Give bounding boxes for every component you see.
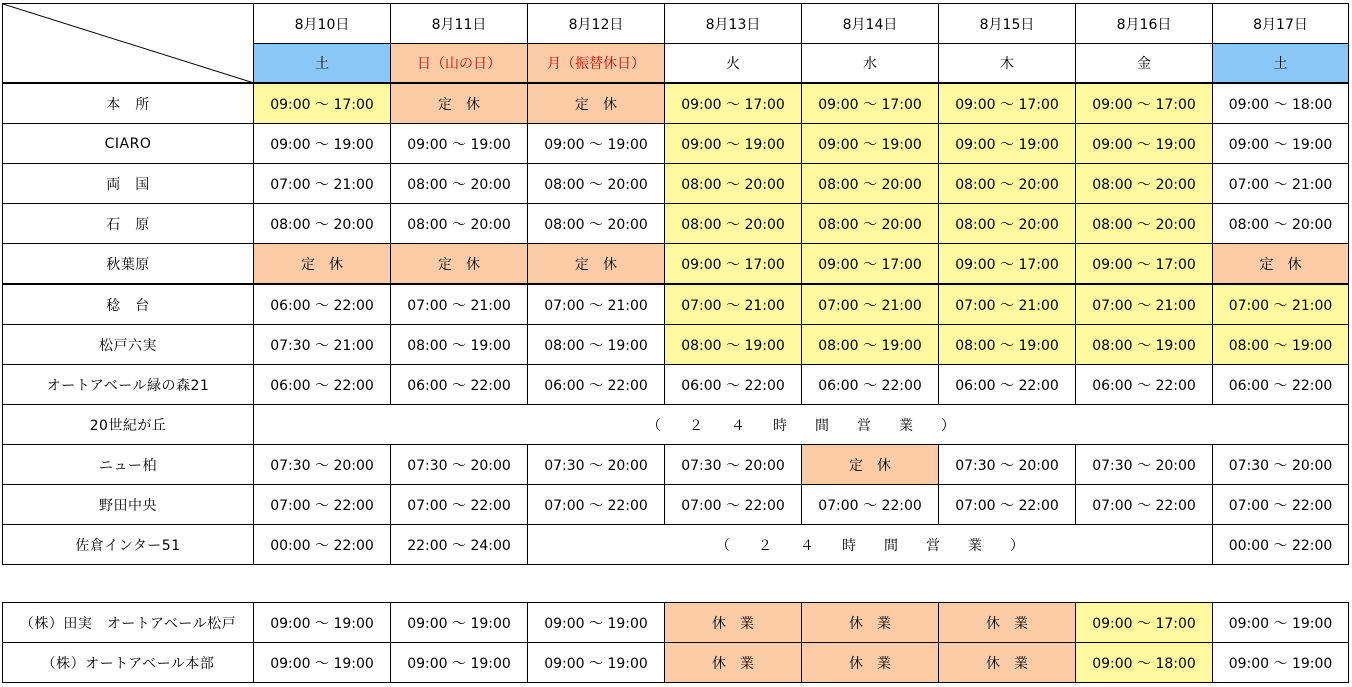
hours-cell: 07:00 〜 21:00	[1213, 284, 1349, 325]
hours-cell: 08:00 〜 20:00	[802, 204, 939, 244]
open-24h-cell: （ ２ ４ 時 間 営 業 ）	[528, 525, 1213, 565]
hours-cell: 休 業	[802, 603, 939, 643]
date-header: 8月10日	[254, 4, 391, 44]
table-row	[3, 124, 1349, 164]
store-name: 本 所	[3, 83, 254, 124]
table-row	[3, 603, 1349, 643]
hours-cell: 08:00 〜 20:00	[939, 204, 1076, 244]
hours-cell: 09:00 〜 17:00	[1076, 83, 1213, 124]
hours-cell: 07:00 〜 21:00	[391, 284, 528, 325]
hours-cell: 07:00 〜 21:00	[528, 284, 665, 325]
hours-cell: 06:00 〜 22:00	[665, 365, 802, 405]
weekday-header: 日（山の日）	[391, 44, 528, 84]
store-name: 佐倉インター51	[3, 525, 254, 565]
hours-cell: 08:00 〜 20:00	[802, 164, 939, 204]
hours-cell: 09:00 〜 17:00	[665, 83, 802, 124]
table-row	[3, 445, 1349, 485]
table-row	[3, 244, 1349, 285]
hours-cell: 00:00 〜 22:00	[1213, 525, 1349, 565]
hours-cell: 09:00 〜 19:00	[254, 124, 391, 164]
hours-cell: 08:00 〜 20:00	[528, 164, 665, 204]
hours-cell: 09:00 〜 17:00	[802, 244, 939, 285]
hours-cell: 08:00 〜 20:00	[391, 164, 528, 204]
store-hours-table	[2, 3, 1349, 565]
hours-cell: 08:00 〜 20:00	[1076, 164, 1213, 204]
store-name: 秋葉原	[3, 244, 254, 285]
date-header: 8月15日	[939, 4, 1076, 44]
hours-cell: 07:30 〜 20:00	[1213, 445, 1349, 485]
table-row	[3, 284, 1349, 325]
hours-cell: 08:00 〜 20:00	[1213, 204, 1349, 244]
hours-cell: 07:00 〜 22:00	[528, 485, 665, 525]
store-name: 野田中央	[3, 485, 254, 525]
hours-cell: 08:00 〜 20:00	[254, 204, 391, 244]
hours-cell: 07:30 〜 20:00	[665, 445, 802, 485]
hours-cell: 07:00 〜 21:00	[939, 284, 1076, 325]
hours-cell: 06:00 〜 22:00	[254, 365, 391, 405]
table-row	[3, 525, 1349, 565]
hours-cell: 09:00 〜 19:00	[528, 603, 665, 643]
hours-cell: 09:00 〜 17:00	[939, 244, 1076, 285]
table-row	[3, 83, 1349, 124]
hours-cell: 07:00 〜 22:00	[802, 485, 939, 525]
hours-cell: 07:00 〜 22:00	[939, 485, 1076, 525]
hours-cell: 08:00 〜 20:00	[1076, 204, 1213, 244]
company-hours-table	[2, 602, 1349, 683]
weekday-header: 月（振替休日）	[528, 44, 665, 84]
hours-cell: 06:00 〜 22:00	[1076, 365, 1213, 405]
hours-cell: 09:00 〜 19:00	[254, 643, 391, 683]
hours-cell: 07:00 〜 22:00	[1213, 485, 1349, 525]
hours-cell: 09:00 〜 19:00	[391, 643, 528, 683]
store-name: 松戸六実	[3, 325, 254, 365]
hours-cell: 07:30 〜 20:00	[391, 445, 528, 485]
hours-cell: 08:00 〜 19:00	[391, 325, 528, 365]
date-header: 8月13日	[665, 4, 802, 44]
store-name: CIARO	[3, 124, 254, 164]
hours-cell: 定 休	[391, 83, 528, 124]
hours-cell: 06:00 〜 22:00	[802, 365, 939, 405]
hours-cell: 08:00 〜 20:00	[939, 164, 1076, 204]
hours-cell: 定 休	[528, 83, 665, 124]
company-name: （株）オートアベール本部	[3, 643, 254, 683]
hours-cell: 09:00 〜 19:00	[1213, 124, 1349, 164]
table-row	[3, 643, 1349, 683]
hours-cell: 22:00 〜 24:00	[391, 525, 528, 565]
store-name: 石 原	[3, 204, 254, 244]
hours-cell: 定 休	[254, 244, 391, 285]
hours-cell: 09:00 〜 19:00	[1213, 603, 1349, 643]
hours-cell: 00:00 〜 22:00	[254, 525, 391, 565]
hours-cell: 07:30 〜 20:00	[939, 445, 1076, 485]
weekday-header: 火	[665, 44, 802, 84]
hours-cell: 07:30 〜 20:00	[1076, 445, 1213, 485]
date-header: 8月12日	[528, 4, 665, 44]
hours-cell: 08:00 〜 19:00	[939, 325, 1076, 365]
hours-cell: 09:00 〜 17:00	[254, 83, 391, 124]
hours-cell: 06:00 〜 22:00	[939, 365, 1076, 405]
weekday-header: 土	[1213, 44, 1349, 84]
hours-cell: 09:00 〜 19:00	[528, 124, 665, 164]
hours-cell: 09:00 〜 19:00	[939, 124, 1076, 164]
weekday-header: 土	[254, 44, 391, 84]
date-header: 8月14日	[802, 4, 939, 44]
hours-cell: 09:00 〜 18:00	[1213, 83, 1349, 124]
hours-cell: 休 業	[939, 643, 1076, 683]
hours-cell: 08:00 〜 19:00	[528, 325, 665, 365]
hours-cell: 09:00 〜 19:00	[802, 124, 939, 164]
open-24h-cell: （ ２ ４ 時 間 営 業 ）	[254, 405, 1349, 445]
hours-cell: 08:00 〜 19:00	[802, 325, 939, 365]
store-name: 両 国	[3, 164, 254, 204]
hours-cell: 07:00 〜 21:00	[802, 284, 939, 325]
store-name: ニュー柏	[3, 445, 254, 485]
hours-cell: 定 休	[802, 445, 939, 485]
hours-cell: 07:00 〜 21:00	[1213, 164, 1349, 204]
hours-cell: 休 業	[802, 643, 939, 683]
hours-cell: 07:00 〜 22:00	[1076, 485, 1213, 525]
hours-cell: 09:00 〜 18:00	[1076, 643, 1213, 683]
hours-cell: 07:30 〜 20:00	[254, 445, 391, 485]
hours-cell: 06:00 〜 22:00	[391, 365, 528, 405]
date-header: 8月16日	[1076, 4, 1213, 44]
hours-cell: 休 業	[665, 603, 802, 643]
hours-cell: 06:00 〜 22:00	[1213, 365, 1349, 405]
weekday-header: 金	[1076, 44, 1213, 84]
table-row	[3, 325, 1349, 365]
company-name: （株）田実 オートアベール松戸	[3, 603, 254, 643]
hours-cell: 09:00 〜 17:00	[1076, 244, 1213, 285]
hours-cell: 09:00 〜 19:00	[254, 603, 391, 643]
store-name: 20世紀が丘	[3, 405, 254, 445]
hours-cell: 07:00 〜 21:00	[665, 284, 802, 325]
hours-cell: 09:00 〜 19:00	[528, 643, 665, 683]
table-row	[3, 204, 1349, 244]
hours-cell: 08:00 〜 19:00	[1213, 325, 1349, 365]
table-row	[3, 485, 1349, 525]
hours-cell: 06:00 〜 22:00	[528, 365, 665, 405]
hours-cell: 07:00 〜 22:00	[254, 485, 391, 525]
hours-cell: 休 業	[939, 603, 1076, 643]
hours-cell: 09:00 〜 17:00	[665, 244, 802, 285]
hours-cell: 07:30 〜 20:00	[528, 445, 665, 485]
store-name: 稔 台	[3, 284, 254, 325]
hours-cell: 09:00 〜 19:00	[1076, 124, 1213, 164]
hours-cell: 07:30 〜 21:00	[254, 325, 391, 365]
table-row	[3, 405, 1349, 445]
hours-cell: 定 休	[1213, 244, 1349, 285]
table-row	[3, 365, 1349, 405]
hours-cell: 08:00 〜 20:00	[528, 204, 665, 244]
hours-cell: 08:00 〜 19:00	[665, 325, 802, 365]
weekday-header: 木	[939, 44, 1076, 84]
hours-cell: 09:00 〜 19:00	[1213, 643, 1349, 683]
hours-cell: 休 業	[665, 643, 802, 683]
hours-cell: 09:00 〜 19:00	[391, 124, 528, 164]
date-header: 8月11日	[391, 4, 528, 44]
hours-cell: 07:00 〜 22:00	[391, 485, 528, 525]
diagonal-line	[3, 4, 254, 83]
hours-cell: 07:00 〜 21:00	[1076, 284, 1213, 325]
hours-cell: 09:00 〜 17:00	[939, 83, 1076, 124]
store-name: オートアベール緑の森21	[3, 365, 254, 405]
hours-cell: 09:00 〜 19:00	[665, 124, 802, 164]
hours-cell: 08:00 〜 20:00	[391, 204, 528, 244]
corner-header-cell	[3, 4, 254, 84]
hours-cell: 09:00 〜 17:00	[1076, 603, 1213, 643]
hours-cell: 06:00 〜 22:00	[254, 284, 391, 325]
hours-cell: 07:00 〜 22:00	[665, 485, 802, 525]
hours-cell: 09:00 〜 19:00	[391, 603, 528, 643]
hours-cell: 09:00 〜 17:00	[802, 83, 939, 124]
hours-cell: 08:00 〜 19:00	[1076, 325, 1213, 365]
hours-cell: 07:00 〜 21:00	[254, 164, 391, 204]
date-header: 8月17日	[1213, 4, 1349, 44]
hours-cell: 定 休	[528, 244, 665, 285]
hours-cell: 08:00 〜 20:00	[665, 164, 802, 204]
table-row	[3, 164, 1349, 204]
hours-cell: 08:00 〜 20:00	[665, 204, 802, 244]
hours-cell: 定 休	[391, 244, 528, 285]
weekday-header: 水	[802, 44, 939, 84]
